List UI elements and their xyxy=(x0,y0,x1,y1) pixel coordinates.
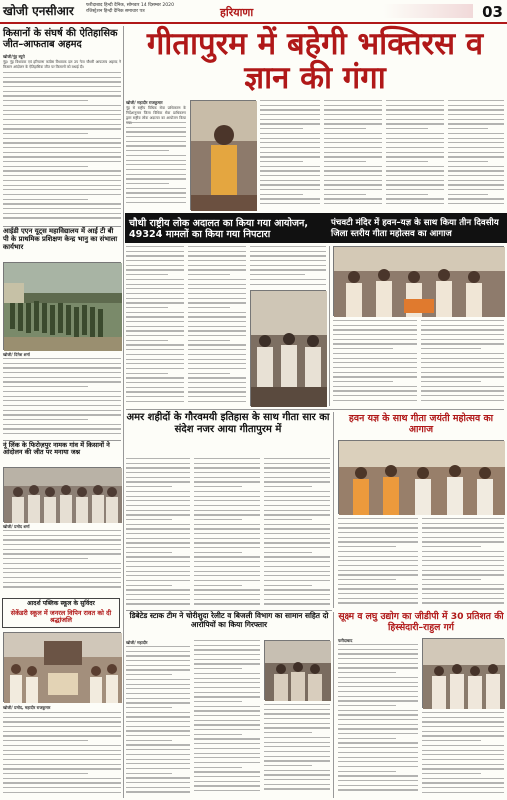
martyrs-col1 xyxy=(126,458,190,608)
section-label: हरियाणा xyxy=(220,6,254,19)
story-itbp-body xyxy=(3,358,121,440)
main-story-col4 xyxy=(324,100,382,210)
story-school-byline: खोजी/ प्रमोद, महादीर राजकुमार xyxy=(3,705,51,710)
story-martyrs-headline: अमर शहीदों के गौरवमयी इतिहास के साथ गीता सार का संदेश नजर आया गीतापुरम में xyxy=(126,412,330,435)
photo-arrest xyxy=(264,640,330,700)
photo-itbp-parade xyxy=(3,262,121,350)
story-farmers-body xyxy=(3,72,121,222)
itbp-parade-image xyxy=(4,263,122,351)
column-divider xyxy=(123,26,124,798)
story-firozpur-headline: नूं लिंक के फिरोज़पुर नामक गांव में किसानों ने आंदोलन की जीत पर मनाया जश्न xyxy=(3,441,110,457)
main-story-col3 xyxy=(260,100,320,210)
school-tribute-box xyxy=(2,598,120,628)
msme-col1 xyxy=(338,644,418,798)
school-tribute-image xyxy=(4,633,122,703)
story-msme-headline: सूक्ष्म व लघु उद्योग का जीडीपी में 30 प्रतिशत की हिस्सेदारी–राहुल गर्ग xyxy=(338,611,504,633)
lok-adalat-col3 xyxy=(250,246,326,288)
band-headline-lok-adalat: चौथी राष्ट्रीय लोक अदालत का किया गया आयोजन, 49324 मामलों का किया गया निपटारा xyxy=(129,218,309,240)
martyrs-col2 xyxy=(194,458,260,608)
photo-msme-seminar xyxy=(422,638,504,708)
havan-col2 xyxy=(422,518,504,608)
story-school-body xyxy=(3,712,121,798)
celebration-image xyxy=(4,468,122,523)
band-headline-panchvati: पंचवटी मंदिर में हवन–यज्ञ के साथ किया तीन दिवसीय जिला स्तरीय गीता महोत्सव का आगाज xyxy=(331,218,499,239)
dtc-col2 xyxy=(194,640,260,796)
story-itbp-byline: खोजी/ दिनेश शर्मा xyxy=(3,352,30,357)
story-havan-headline: हवन यज्ञ के साथ गीता जयंती महोत्सव का आगाज xyxy=(348,413,494,435)
dtc-col1 xyxy=(126,646,190,796)
lok-adalat-col2 xyxy=(188,246,246,406)
masthead-title: खोजी एनसीआर xyxy=(3,4,74,18)
photo-gita-event xyxy=(190,100,256,210)
page-header xyxy=(0,0,507,24)
photo-celebration xyxy=(3,467,121,522)
story-farmers-byline: खोजी/नूंह ब्यूरो xyxy=(3,54,25,59)
school-tribute-line1: आदर्श पब्लिक स्कूल के सुविंदर xyxy=(27,600,95,607)
school-tribute-line2: सेकेंडरी स्कूल में जनरल विपिन रावत को दी श्रद्धांजलि xyxy=(10,608,112,625)
gita-event-image xyxy=(191,101,257,211)
havan-image xyxy=(334,247,505,317)
dtc-col3 xyxy=(264,704,330,796)
story-firozpur-byline: खोजी/ प्रमोद शर्मा xyxy=(3,524,30,529)
column-divider xyxy=(333,412,334,608)
story-msme-byline: फरीदाबाद xyxy=(338,638,353,643)
story-itbp-headline: आईडी एएन यूट्स महाविद्यालय में आई टी बी पी के प्राथमिक प्रशिक्षण केन्द्र भानु का संभाला कार्यभार xyxy=(3,227,118,251)
photo-court xyxy=(250,290,326,406)
headline-band xyxy=(125,213,507,243)
photo-havan xyxy=(333,246,504,316)
panchvati-col1 xyxy=(333,320,417,406)
masthead-registration: रजिस्ट्रेशन हिन्दी दैनिक समाचार पत्र xyxy=(86,9,145,14)
page-number: 03 xyxy=(482,3,503,21)
main-story-col5 xyxy=(386,100,444,210)
main-story-intro: नूंह से राष्ट्रीय विधिक सेवा प्राधिकरण के निर्देशानुसार जिला विधिक सेवा प्राधिकरण द्वारा राष्ट्रीय लोक अदालत का आयोजन किया xyxy=(126,106,186,121)
msme-seminar-image xyxy=(423,639,505,709)
main-story-byline: खोजी/ महादीर राजकुमार xyxy=(126,100,163,105)
photo-gita-jayanti xyxy=(338,440,504,514)
masthead-date: फरीदाबाद हिन्दी दैनिक, सोमवार 14 दिसम्बर 2020 xyxy=(86,3,175,8)
panchvati-col2 xyxy=(421,320,504,406)
column-divider xyxy=(329,246,330,406)
msme-col2 xyxy=(422,712,504,798)
arrest-image xyxy=(265,641,331,701)
lok-adalat-col1 xyxy=(126,246,184,406)
main-headline: गीतापुरम में बहेगी भक्तिरस व ज्ञान की गंगा xyxy=(146,26,484,96)
havan-col1 xyxy=(338,518,418,608)
court-image xyxy=(251,291,327,407)
story-farmers-intro: नूंह। नूंह विधायक एवं हरियाणा कांग्रेस विधायक दल उप नेता चौधरी आफताब अहमद ने किसान आंदोलन के ऐतिहासिक जीत पर किसानों को बधाई दी। xyxy=(3,60,121,70)
photo-school-tribute xyxy=(3,632,121,702)
martyrs-col3 xyxy=(264,458,330,608)
divider xyxy=(126,409,504,410)
gita-jayanti-image xyxy=(339,441,505,515)
column-divider xyxy=(333,612,334,798)
story-farmers-headline: किसानों के संघर्ष की ऐतिहासिक जीत–आफताब अहमद xyxy=(3,28,118,51)
story-firozpur-body xyxy=(3,530,121,594)
main-story-col6 xyxy=(448,100,504,210)
main-story-col1 xyxy=(126,122,186,210)
masthead-meta xyxy=(86,3,196,15)
page-number-shade xyxy=(383,4,473,18)
story-dtc-headline: डिबेटेड स्टाक टीम ने चोरीशुदा रेलीट व बिजली विभाग का सामान सहित दो आरोपियों का किया गिरफ्तार xyxy=(129,611,329,629)
story-dtc-byline: खोजी/ महादीर xyxy=(126,640,148,645)
